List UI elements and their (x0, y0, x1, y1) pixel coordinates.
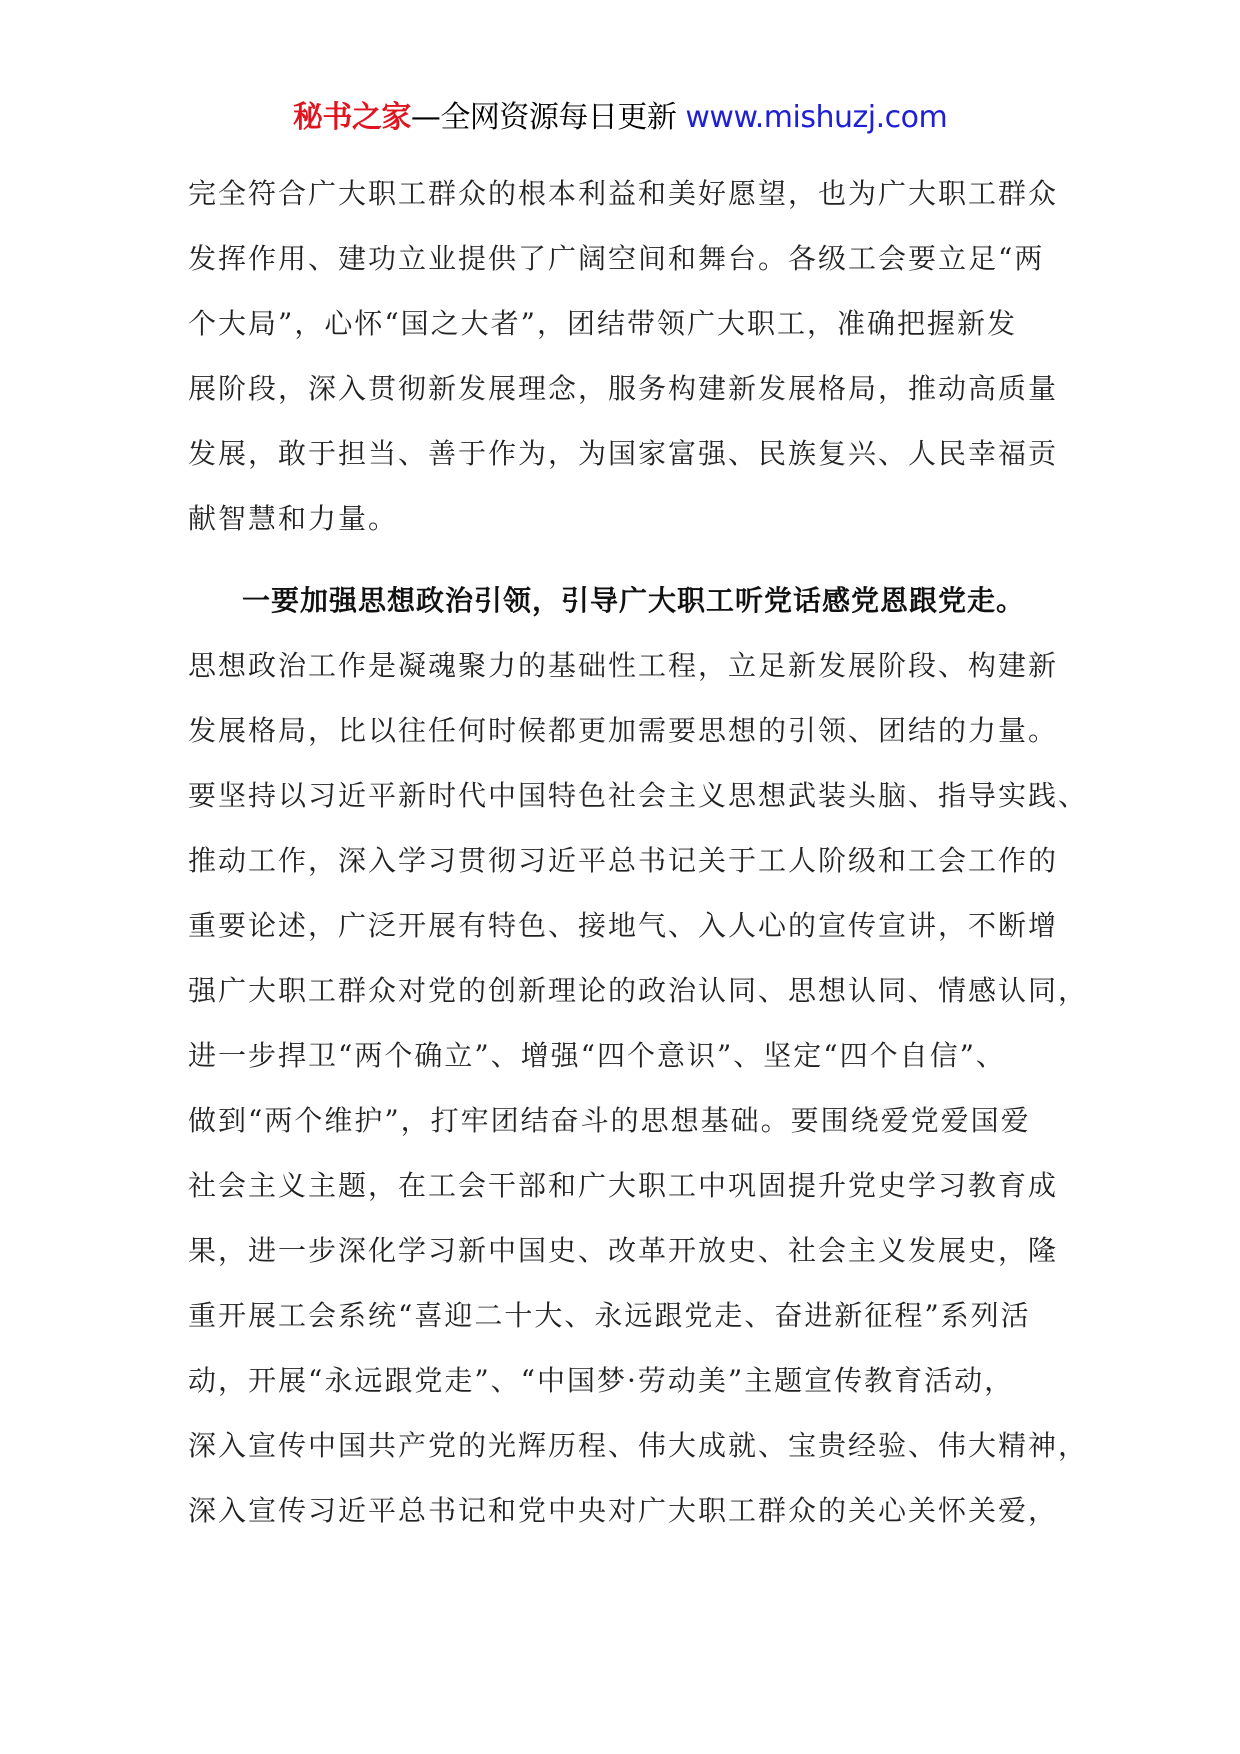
text-line: 个大局”，心怀“国之大者”，团结带领广大职工，准确把握新发 (188, 307, 1017, 340)
text-line: 要坚持以习近平新时代中国特色社会主义思想武装头脑、指导实践、 (188, 779, 1089, 812)
text-line: 强广大职工群众对党的创新理论的政治认同、思想认同、情感认同， (188, 974, 1089, 1007)
site-header (0, 98, 1240, 138)
document-body (188, 161, 1089, 1543)
section-heading: 一要加强思想政治引领，引导广大职工听党话感党恩跟党走。 (242, 584, 1026, 617)
text-line: 完全符合广大职工群众的根本利益和美好愿望，也为广大职工群众 (188, 177, 1059, 210)
text-line: 发挥作用、建功立业提供了广阔空间和舞台。各级工会要立足“两 (188, 242, 1045, 275)
paragraph-1 (188, 161, 1068, 551)
text-line: 动，开展“永远跟党走”、“中国梦·劳动美”主题宣传教育活动， (188, 1364, 1015, 1397)
text-line: 发展格局，比以往任何时候都更加需要思想的引领、团结的力量。 (188, 714, 1059, 747)
text-line: 展阶段，深入贯彻新发展理念，服务构建新发展格局，推动高质量 (188, 372, 1059, 405)
text-line: 重开展工会系统“喜迎二十大、永远跟党走、奋进新征程”系列活 (188, 1299, 1031, 1332)
text-line: 发展，敢于担当、善于作为，为国家富强、民族复兴、人民幸福贡 (188, 437, 1059, 470)
text-line: 献智慧和力量。 (188, 502, 399, 535)
text-line: 进一步捍卫“两个确立”、增强“四个意识”、坚定“四个自信”、 (188, 1039, 1006, 1072)
paragraph-2 (188, 568, 1089, 1543)
paragraph-spacer (188, 551, 1068, 568)
text-line: 推动工作，深入学习贯彻习近平总书记关于工人阶级和工会工作的 (188, 844, 1059, 877)
site-brand: 秘书之家 (292, 100, 411, 135)
text-line: 思想政治工作是凝魂聚力的基础性工程，立足新发展阶段、构建新 (188, 649, 1059, 682)
site-url[interactable]: www.mishuzj.com (685, 100, 948, 135)
text-line: 社会主义主题，在工会干部和广大职工中巩固提升党史学习教育成 (188, 1169, 1059, 1202)
text-line: 重要论述，广泛开展有特色、接地气、入人心的宣传宣讲，不断增 (188, 909, 1059, 942)
text-line: 做到“两个维护”，打牢团结奋斗的思想基础。要围绕爱党爱国爱 (188, 1104, 1031, 1137)
text-line: 深入宣传中国共产党的光辉历程、伟大成就、宝贵经验、伟大精神， (188, 1429, 1089, 1462)
text-line: 深入宣传习近平总书记和党中央对广大职工群众的关心关怀关爱， (188, 1494, 1059, 1527)
text-line: 果，进一步深化学习新中国史、改革开放史、社会主义发展史，隆 (188, 1234, 1059, 1267)
site-tagline: —全网资源每日更新 (410, 100, 686, 135)
